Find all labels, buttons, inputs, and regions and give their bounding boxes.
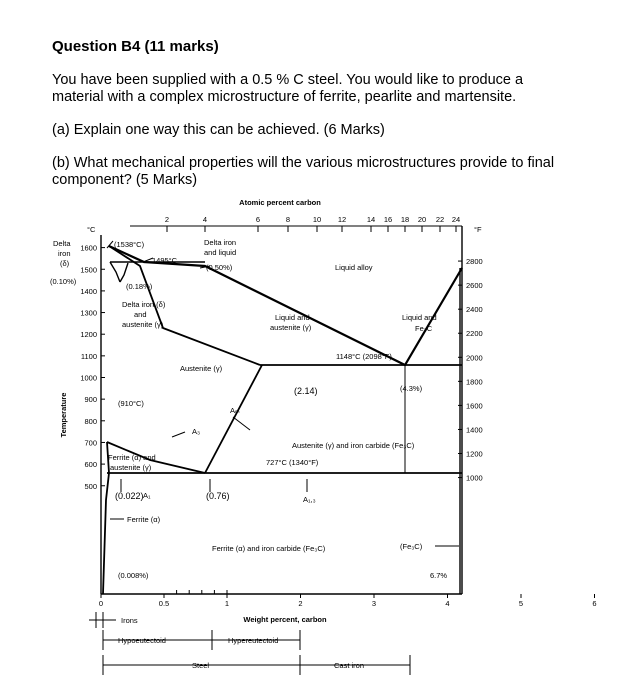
top-axis-title: Atomic percent carbon bbox=[239, 198, 321, 207]
label-austenite: Austenite (γ) bbox=[180, 364, 223, 373]
label-liq-fe3c-2: Fe₃C bbox=[415, 324, 433, 333]
question-part-b-line-1: (b) What mechanical properties will the various microstructures provide to final bbox=[52, 155, 555, 171]
y-tick-label-f: 1800 bbox=[466, 377, 483, 387]
label-t1495: 1495°C bbox=[152, 256, 178, 265]
y-tick-label-c: 1500 bbox=[80, 265, 97, 275]
y-tick-label-f: 1200 bbox=[466, 449, 483, 459]
y-tick-label-f: 1600 bbox=[466, 401, 483, 411]
label-delta-pct: (0.10%) bbox=[50, 277, 77, 286]
label-acm: Aₘ bbox=[230, 406, 240, 415]
question-intro-line-1: You have been supplied with a 0.5 % C steel. You would like to produce a bbox=[52, 72, 524, 88]
label-pct67: 6.7% bbox=[430, 571, 448, 580]
label-irons: Irons bbox=[121, 616, 138, 625]
top-tick-label: 2 bbox=[164, 215, 170, 224]
top-tick-label: 8 bbox=[285, 215, 291, 224]
y-tick-label-f: 2400 bbox=[466, 305, 483, 315]
question-title: Question B4 (11 marks) bbox=[52, 38, 219, 55]
y-tick-label-c: 900 bbox=[84, 395, 97, 405]
label-cast-iron: Cast iron bbox=[334, 661, 365, 670]
label-a3: A₃ bbox=[192, 427, 201, 436]
y-tick-label-f: 2600 bbox=[466, 281, 483, 291]
label-liquid-alloy: Liquid alloy bbox=[335, 263, 373, 272]
label-t910: (910°C) bbox=[118, 399, 144, 408]
x-tick-label: 3 bbox=[371, 599, 377, 608]
label-liq-aust-1: Liquid and bbox=[275, 313, 310, 322]
label-ferrite-aust-2: austenite (γ) bbox=[110, 463, 152, 472]
label-aust-carbide: Austenite (γ) and iron carbide (Fe₃C) bbox=[292, 441, 415, 450]
top-tick-label: 22 bbox=[435, 215, 445, 224]
acm-arrow bbox=[233, 417, 250, 430]
label-delta-aust-1: Delta iron (δ) bbox=[122, 300, 166, 309]
y-tick-label-f: 1400 bbox=[466, 425, 483, 435]
top-tick-label: 16 bbox=[383, 215, 393, 224]
y-tick-label-c: 1300 bbox=[80, 308, 97, 318]
label-a1: A₁ bbox=[143, 491, 151, 500]
a3-arrow bbox=[172, 432, 185, 437]
y-tick-label-f: 1000 bbox=[466, 473, 483, 483]
label-liq-fe3c-1: Liquid and bbox=[402, 313, 437, 322]
question-intro-line-2: material with a complex microstructure of ferrite, pearlite and martensite. bbox=[52, 89, 517, 105]
y-tick-label-c: 1400 bbox=[80, 286, 97, 296]
delta-boundary bbox=[110, 262, 120, 282]
solvus-line bbox=[103, 442, 109, 594]
x-tick-label: 0.5 bbox=[158, 599, 170, 608]
question-part-b-line-2: component? (5 Marks) bbox=[52, 172, 198, 188]
right-unit-label: °F bbox=[474, 225, 482, 234]
label-delta-liquid-1: Delta iron bbox=[204, 238, 237, 247]
left-unit-label: °C bbox=[87, 225, 96, 234]
label-hypereutectoid: Hypereutectoid bbox=[228, 636, 279, 645]
x-tick-label: 6 bbox=[592, 599, 597, 608]
top-tick-label: 18 bbox=[400, 215, 410, 224]
top-tick-label: 6 bbox=[255, 215, 261, 224]
question-part-a: (a) Explain one way this can be achieved. (6 Marks) bbox=[52, 122, 385, 138]
y-tick-label-c: 500 bbox=[84, 481, 97, 491]
x-tick-label: 0 bbox=[98, 599, 104, 608]
x-tick-label: 2 bbox=[298, 599, 303, 608]
y-tick-label-f: 2000 bbox=[466, 353, 483, 363]
label-delta-iron-3: (δ) bbox=[60, 259, 70, 268]
label-delta-iron-1: Delta bbox=[53, 239, 71, 248]
label-delta-liquid-3: (0.50%) bbox=[206, 263, 233, 272]
label-liq-aust-2: austenite (γ) bbox=[270, 323, 312, 332]
label-delta-liquid-2: and liquid bbox=[204, 248, 237, 257]
label-pct0008: (0.008%) bbox=[118, 571, 149, 580]
label-eutectoid: 727°C (1340°F) bbox=[266, 458, 319, 467]
top-tick-label: 14 bbox=[366, 215, 376, 224]
label-delta-aust-3: austenite (γ) bbox=[122, 320, 164, 329]
label-pct214: (2.14) bbox=[294, 386, 318, 396]
top-tick-label: 10 bbox=[312, 215, 322, 224]
label-steel: Steel bbox=[192, 661, 210, 670]
top-tick-label: 20 bbox=[417, 215, 427, 224]
y-tick-label-f: 2200 bbox=[466, 329, 483, 339]
label-ferrite-aust-1: Ferrite (α) and bbox=[108, 453, 156, 462]
label-pct076: (0.76) bbox=[206, 491, 230, 501]
label-t1538: (1538°C) bbox=[114, 240, 145, 249]
x-axis-title: Weight percent, carbon bbox=[243, 615, 327, 624]
label-ferrite-carbide: Ferrite (α) and iron carbide (Fe₃C) bbox=[212, 544, 326, 553]
y-tick-label-c: 1100 bbox=[80, 351, 97, 361]
top-tick-label: 4 bbox=[202, 215, 208, 224]
y-tick-label-c: 1600 bbox=[80, 243, 97, 253]
label-ferrite: Ferrite (α) bbox=[127, 515, 161, 524]
label-hypoeutectoid: Hypoeutectoid bbox=[118, 636, 166, 645]
label-a13: A₁,₃ bbox=[303, 495, 316, 504]
label-delta-iron-2: iron bbox=[58, 249, 71, 258]
y-tick-label-c: 700 bbox=[84, 438, 97, 448]
y-tick-label-c: 800 bbox=[84, 416, 97, 426]
x-tick-label: 1 bbox=[224, 599, 230, 608]
label-pct018: (0.18%) bbox=[126, 282, 153, 291]
label-eutectic: 1148°C (2098°F) bbox=[336, 352, 392, 361]
y-tick-label-c: 1200 bbox=[80, 330, 97, 340]
top-tick-label: 12 bbox=[337, 215, 347, 224]
y-tick-label-c: 600 bbox=[84, 460, 97, 470]
label-pct43: (4.3%) bbox=[400, 384, 423, 393]
label-pct0022: (0.022) bbox=[115, 491, 144, 501]
y-tick-label-f: 2800 bbox=[466, 257, 483, 267]
x-tick-label: 5 bbox=[518, 599, 524, 608]
acm-line bbox=[205, 365, 262, 473]
x-tick-label: 4 bbox=[445, 599, 450, 608]
top-tick-label: 24 bbox=[451, 215, 461, 224]
y-axis-title: Temperature bbox=[59, 392, 68, 438]
delta-boundary-2 bbox=[120, 263, 128, 282]
label-delta-aust-2: and bbox=[134, 310, 147, 319]
iron-carbon-phase-diagram bbox=[0, 190, 620, 700]
label-fe3c: (Fe₃C) bbox=[400, 542, 423, 551]
y-tick-label-c: 1000 bbox=[80, 373, 97, 383]
